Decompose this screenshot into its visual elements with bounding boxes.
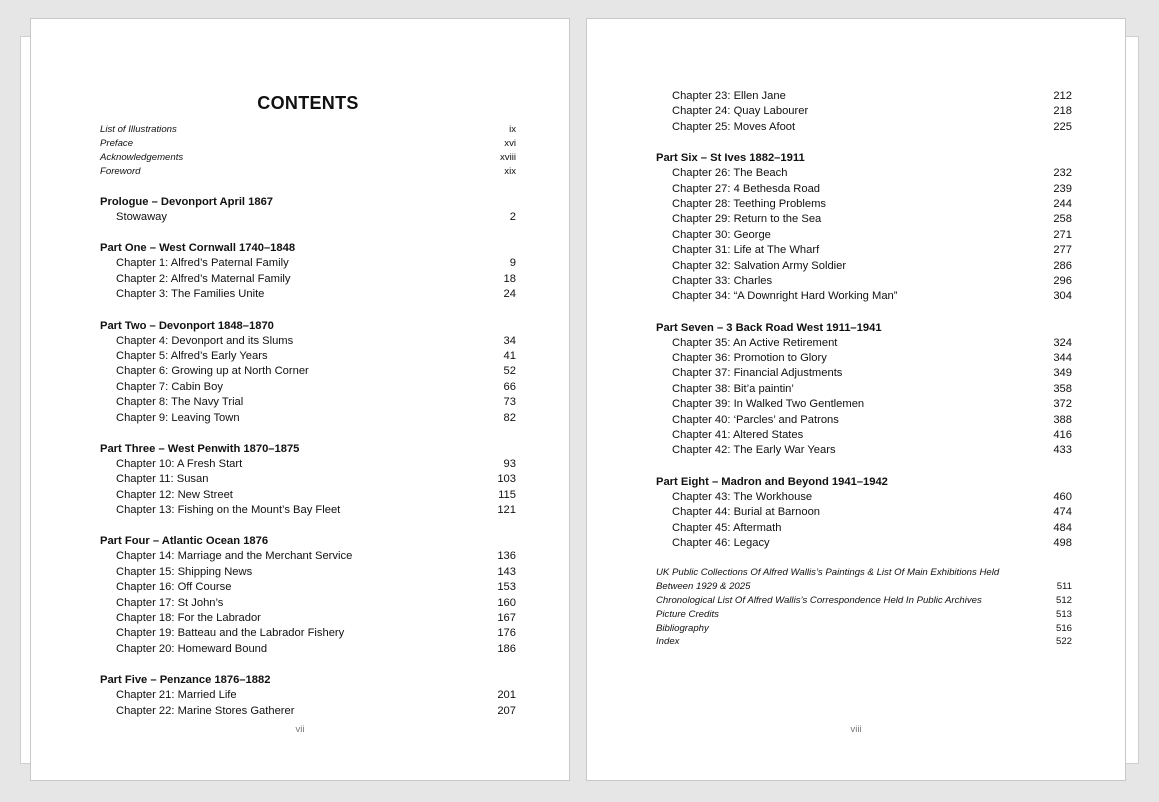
part-one	[100, 240, 516, 302]
chapter-page: 121	[497, 504, 516, 517]
chapter-page: 225	[1053, 120, 1072, 133]
entry-page: xviii	[500, 152, 516, 163]
part-eight	[656, 474, 1072, 552]
chapter-row	[100, 272, 516, 287]
chapter-row	[656, 274, 1072, 289]
chapter-page: 474	[1053, 506, 1072, 519]
chapter-row	[656, 259, 1072, 274]
chapter-row	[656, 490, 1072, 505]
chapter-page: 244	[1053, 197, 1072, 210]
chapter-label: Chapter 28: Teething Problems	[672, 197, 827, 210]
chapter-row	[100, 704, 516, 719]
chapter-page: 82	[503, 411, 516, 424]
entry-label: Preface	[100, 138, 134, 149]
chapter-label: Chapter 12: New Street	[116, 488, 233, 501]
chapter-page: 167	[497, 612, 516, 625]
chapter-page: 2	[509, 211, 516, 223]
toc-entry	[100, 151, 516, 165]
chapter-label: Chapter 23: Ellen Jane	[672, 90, 786, 102]
chapter-label: Chapter 34: “A Downright Hard Working Man”	[672, 290, 898, 303]
chapter-row	[100, 611, 516, 626]
toc-entry	[100, 123, 516, 137]
chapter-row	[656, 366, 1072, 381]
chapter-label: Chapter 40: ‘Parcles’ and Patrons	[672, 413, 839, 426]
chapter-label: Chapter 27: 4 Bethesda Road	[672, 182, 821, 195]
entry-page: xix	[504, 166, 516, 177]
entry-label: Picture Credits	[656, 608, 719, 620]
chapter-row	[100, 488, 516, 503]
part-five-continued	[656, 89, 1072, 135]
chapter-page: 41	[503, 349, 516, 362]
chapter-row	[100, 688, 516, 703]
chapter-page: 9	[509, 257, 516, 270]
chapter-page: 372	[1053, 398, 1072, 411]
chapter-row	[656, 228, 1072, 243]
part-prologue	[100, 194, 516, 225]
chapter-page: 304	[1053, 290, 1072, 303]
chapter-label: Chapter 25: Moves Afoot	[672, 120, 796, 133]
chapter-row	[656, 289, 1072, 304]
chapter-label: Chapter 26: The Beach	[672, 167, 788, 180]
chapter-label: Chapter 8: The Navy Trial	[116, 396, 244, 409]
chapter-label: Chapter 36: Promotion to Glory	[672, 352, 827, 365]
part-heading: Part Seven – 3 Back Road West 1911–1941	[656, 321, 882, 334]
chapter-row	[656, 382, 1072, 397]
chapter-row	[656, 443, 1072, 458]
front-matter-list	[100, 123, 516, 179]
chapter-row	[100, 287, 516, 302]
chapter-label: Chapter 43: The Workhouse	[672, 490, 813, 503]
part-heading: Part Eight – Madron and Beyond 1941–1942	[656, 475, 888, 488]
chapter-label: Chapter 33: Charles	[672, 274, 773, 287]
entry-page: 511	[1056, 581, 1072, 593]
chapter-page: 34	[503, 334, 516, 347]
chapter-page: 201	[497, 689, 516, 702]
chapter-page: 218	[1053, 105, 1072, 118]
chapter-row	[100, 596, 516, 611]
chapter-label: Chapter 5: Alfred’s Early Years	[116, 349, 268, 362]
part-five	[100, 672, 516, 719]
chapter-row	[100, 457, 516, 472]
entry-label: Index	[656, 636, 680, 648]
chapter-page: 153	[497, 581, 516, 594]
chapter-label: Chapter 4: Devonport and its Slums	[116, 334, 294, 347]
chapter-row	[100, 472, 516, 487]
chapter-row	[100, 503, 516, 518]
part-four	[100, 533, 516, 657]
entry-page: 516	[1055, 622, 1072, 634]
chapter-page: 498	[1053, 536, 1072, 549]
chapter-page: 277	[1053, 244, 1072, 257]
chapter-row	[656, 89, 1072, 104]
toc-entry	[100, 137, 516, 151]
toc-entry	[656, 608, 1072, 622]
entry-page: xvi	[504, 138, 516, 149]
chapter-label: Chapter 29: Return to the Sea	[672, 213, 822, 226]
chapter-row	[656, 397, 1072, 412]
chapter-label: Chapter 16: Off Course	[116, 581, 232, 594]
contents-title: CONTENTS	[257, 93, 359, 113]
entry-page: ix	[509, 124, 516, 135]
chapter-page: 93	[503, 457, 516, 470]
chapter-label: Chapter 20: Homeward Bound	[116, 642, 268, 655]
chapter-label: Chapter 10: A Fresh Start	[116, 457, 243, 470]
chapter-page: 239	[1053, 182, 1072, 195]
page-number: vii	[295, 724, 305, 735]
chapter-label: Chapter 1: Alfred’s Paternal Family	[116, 257, 289, 270]
part-two	[100, 318, 516, 426]
chapter-page: 66	[503, 380, 516, 393]
chapter-row	[100, 334, 516, 349]
chapter-page: 286	[1053, 259, 1072, 272]
chapter-page: 18	[503, 272, 516, 285]
chapter-page: 186	[497, 642, 516, 655]
chapter-row	[656, 120, 1072, 135]
chapter-row	[656, 166, 1072, 181]
part-heading: Part Six – St Ives 1882–1911	[656, 152, 805, 165]
chapter-row	[100, 380, 516, 395]
chapter-row	[656, 505, 1072, 520]
chapter-page: 103	[497, 473, 516, 486]
chapter-page: 52	[503, 365, 516, 378]
chapter-page: 24	[503, 288, 516, 301]
chapter-page: 160	[497, 596, 516, 609]
chapter-page: 212	[1053, 90, 1072, 102]
chapter-label: Chapter 24: Quay Labourer	[672, 105, 809, 118]
chapter-page: 324	[1053, 336, 1072, 349]
chapter-label: Chapter 15: Shipping News	[116, 565, 253, 578]
chapter-row	[656, 536, 1072, 551]
entry-label: Foreword	[100, 166, 141, 177]
chapter-row	[100, 580, 516, 595]
chapter-label: Chapter 6: Growing up at North Corner	[116, 365, 309, 378]
chapter-row	[100, 256, 516, 271]
entry-label: Acknowledgements	[100, 152, 184, 163]
chapter-label: Chapter 19: Batteau and the Labrador Fishery	[116, 627, 345, 640]
chapter-label: Chapter 39: In Walked Two Gentlemen	[672, 398, 865, 411]
part-heading: Part Three – West Penwith 1870–1875	[100, 442, 300, 455]
toc-entry	[100, 165, 516, 179]
page-left[interactable]	[30, 18, 570, 781]
page-right[interactable]	[586, 18, 1126, 781]
entry-page: 522	[1055, 636, 1072, 648]
chapter-label: Chapter 18: For the Labrador	[116, 612, 261, 625]
entry-label: UK Public Collections Of Alfred Wallis’s Paintings & List Of Main Exhibitions Held Between 1929 & 2025	[656, 567, 1000, 593]
chapter-page: 460	[1053, 490, 1072, 503]
toc-entry	[656, 622, 1072, 636]
page-number: viii	[850, 724, 862, 735]
chapter-row	[656, 197, 1072, 212]
toc-entry	[656, 566, 1072, 594]
chapter-row	[100, 565, 516, 580]
chapter-row	[100, 626, 516, 641]
chapter-row	[656, 521, 1072, 536]
chapter-page: 258	[1053, 213, 1072, 226]
chapter-row	[656, 428, 1072, 443]
part-heading: Prologue – Devonport April 1867	[100, 196, 274, 208]
chapter-label: Chapter 45: Aftermath	[672, 521, 782, 534]
entry-page: 513	[1055, 608, 1072, 620]
chapter-page: 296	[1053, 274, 1072, 287]
chapter-row	[100, 364, 516, 379]
chapter-label: Chapter 11: Susan	[116, 473, 209, 486]
entry-label: List of Illustrations	[100, 124, 177, 135]
chapter-label: Chapter 17: St John’s	[116, 596, 224, 609]
chapter-page: 232	[1053, 167, 1072, 180]
chapter-page: 143	[497, 565, 516, 578]
chapter-page: 433	[1053, 444, 1072, 457]
chapter-label: Chapter 2: Alfred’s Maternal Family	[116, 272, 291, 285]
chapter-page: 115	[498, 488, 516, 501]
toc-entry	[656, 635, 1072, 649]
contents-right	[656, 89, 1072, 649]
chapter-row	[100, 642, 516, 657]
chapter-label: Chapter 37: Financial Adjustments	[672, 367, 843, 380]
entry-label: Bibliography	[656, 622, 709, 634]
chapter-page: 207	[497, 704, 516, 717]
chapter-page: 416	[1053, 429, 1072, 442]
part-heading: Part Four – Atlantic Ocean 1876	[100, 535, 269, 548]
chapter-row	[656, 413, 1072, 428]
chapter-label: Chapter 30: George	[672, 228, 771, 241]
chapter-page: 136	[497, 550, 516, 563]
chapter-row	[656, 351, 1072, 366]
chapter-row	[100, 411, 516, 426]
chapter-page: 176	[497, 627, 516, 640]
chapter-label: Chapter 46: Legacy	[672, 536, 770, 549]
chapter-page: 271	[1053, 228, 1072, 241]
entry-page: 512	[1055, 594, 1072, 606]
chapter-label: Chapter 3: The Families Unite	[116, 288, 265, 301]
chapter-label: Chapter 35: An Active Retirement	[672, 336, 838, 349]
chapter-label: Stowaway	[116, 211, 167, 223]
chapter-label: Chapter 13: Fishing on the Mount’s Bay Fleet	[116, 504, 341, 517]
part-heading: Part Two – Devonport 1848–1870	[100, 319, 274, 332]
chapter-page: 73	[503, 396, 516, 409]
chapter-row	[656, 336, 1072, 351]
chapter-row	[100, 549, 516, 564]
chapter-label: Chapter 14: Marriage and the Merchant Service	[116, 550, 353, 563]
chapter-row	[656, 104, 1072, 119]
back-matter-list	[656, 566, 1072, 649]
chapter-label: Chapter 32: Salvation Army Soldier	[672, 259, 847, 272]
part-heading: Part One – West Cornwall 1740–1848	[100, 242, 296, 255]
chapter-label: Chapter 21: Married Life	[116, 689, 237, 702]
chapter-label: Chapter 22: Marine Stores Gatherer	[116, 704, 295, 717]
chapter-label: Chapter 41: Altered States	[672, 429, 804, 442]
chapter-page: 388	[1053, 413, 1072, 426]
chapter-page: 484	[1053, 521, 1072, 534]
part-three	[100, 441, 516, 519]
chapter-row	[656, 212, 1072, 227]
chapter-label: Chapter 7: Cabin Boy	[116, 380, 223, 393]
part-heading: Part Five – Penzance 1876–1882	[100, 674, 271, 687]
chapter-row	[100, 210, 516, 225]
chapter-row	[100, 349, 516, 364]
contents-left	[100, 91, 516, 719]
chapter-page: 349	[1053, 367, 1072, 380]
chapter-label: Chapter 44: Burial at Barnoon	[672, 506, 821, 519]
chapter-row	[100, 395, 516, 410]
chapter-label: Chapter 31: Life at The Wharf	[672, 244, 820, 257]
part-six	[656, 150, 1072, 305]
chapter-row	[656, 182, 1072, 197]
part-seven	[656, 320, 1072, 459]
chapter-label: Chapter 42: The Early War Years	[672, 444, 836, 457]
chapter-label: Chapter 9: Leaving Town	[116, 411, 240, 424]
chapter-label: Chapter 38: Bit’a paintin’	[672, 382, 794, 395]
toc-entry	[656, 594, 1072, 608]
chapter-page: 344	[1053, 352, 1072, 365]
entry-label: Chronological List Of Alfred Wallis’s Correspondence Held In Public Archives	[656, 594, 982, 606]
chapter-row	[656, 243, 1072, 258]
chapter-page: 358	[1053, 382, 1072, 395]
